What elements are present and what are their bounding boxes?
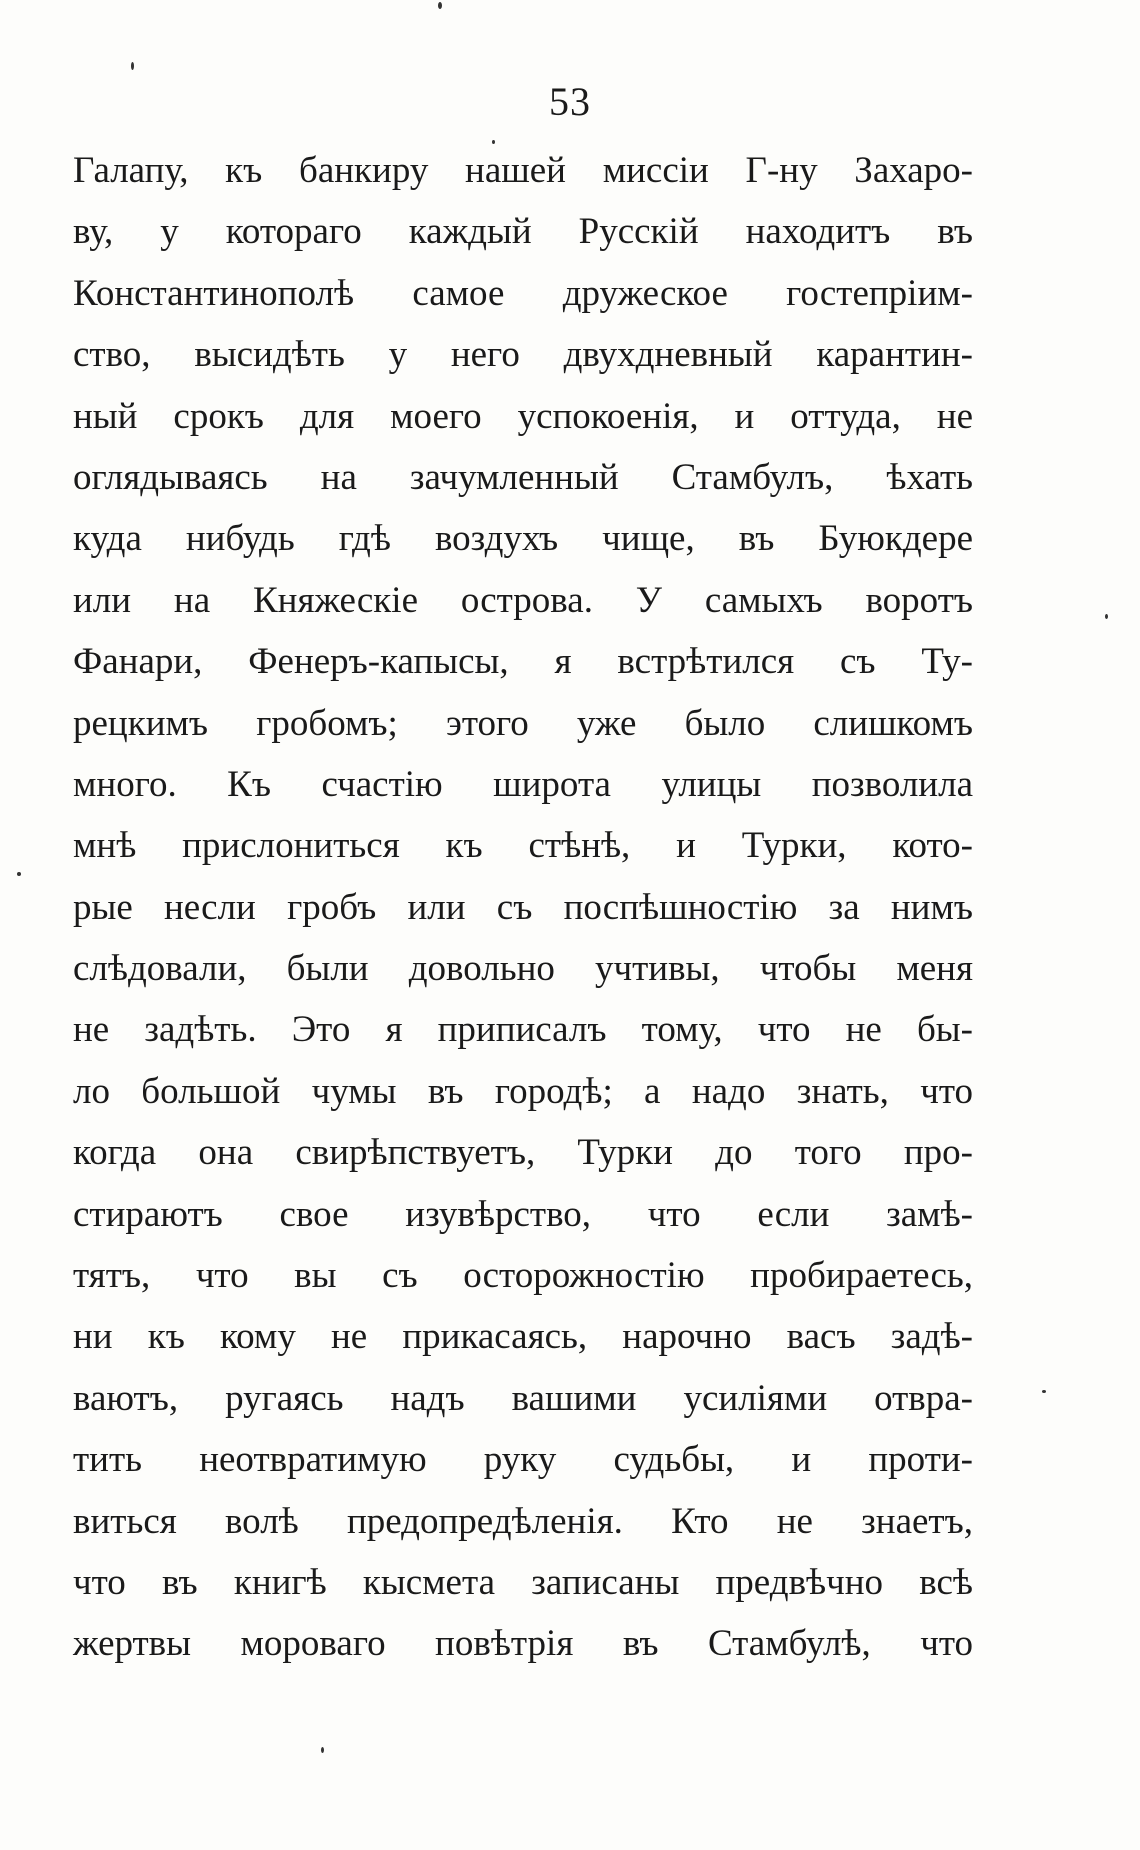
text-line: или на Княжескіе острова. У самыхъ воротъ	[73, 579, 973, 621]
scan-speck	[492, 140, 495, 144]
body-text	[73, 140, 973, 1675]
scan-speck	[321, 1747, 324, 1753]
text-line: оглядываясь на зачумленный Стамбулъ, ѣхать	[73, 456, 973, 498]
text-line: Галапу, къ банкиру нашей миссіи Г-ну Захаро-	[73, 150, 973, 191]
text-line: Фанари, Фенеръ-капысы, я встрѣтился съ Ту-	[73, 641, 973, 683]
scan-speck	[1105, 614, 1108, 619]
text-line: не задѣть. Это я приписалъ тому, что не бы-	[73, 1009, 973, 1051]
text-line: рые несли гробъ или съ поспѣшностію за нимъ	[73, 886, 973, 928]
text-line: тятъ, что вы съ осторожностію пробираетесь,	[73, 1255, 973, 1297]
text-line: мнѣ прислониться къ стѣнѣ, и Турки, кото-	[73, 825, 973, 867]
text-line: что въ книгѣ кысмета записаны предвѣчно всѣ	[73, 1561, 973, 1603]
scan-speck	[17, 872, 21, 876]
text-line: Константинополѣ самое дружеское гостепріим-	[73, 272, 973, 314]
text-line: ву, у котораго каждый Русскій находитъ въ	[73, 211, 973, 253]
text-line: когда она свирѣпствуетъ, Турки до того про-	[73, 1132, 973, 1174]
text-line: слѣдовали, были довольно учтивы, чтобы меня	[73, 948, 973, 990]
text-line: куда нибудь гдѣ воздухъ чище, въ Буюкдере	[73, 518, 973, 560]
text-line: ваютъ, ругаясь надъ вашими усиліями отвра-	[73, 1377, 973, 1419]
text-line: рецкимъ гробомъ; этого уже было слишкомъ	[73, 702, 973, 744]
scan-speck	[131, 62, 134, 70]
text-line: много. Къ счастію широта улицы позволила	[73, 763, 973, 805]
scan-speck	[438, 2, 442, 9]
text-line: тить неотвратимую руку судьбы, и проти-	[73, 1439, 973, 1481]
scan-speck	[1042, 1390, 1046, 1393]
text-line: ло большой чумы въ городѣ; а надо знать, что	[73, 1070, 973, 1112]
page-number: 53	[549, 79, 591, 124]
text-line: стираютъ свое изувѣрство, что если замѣ-	[73, 1193, 973, 1235]
text-line: виться волѣ предопредѣленія. Кто не знаетъ,	[73, 1500, 973, 1542]
text-line: ство, высидѣть у него двухдневный карантин-	[73, 334, 973, 376]
text-line: ный срокъ для моего успокоенія, и оттуда, не	[73, 395, 973, 437]
text-line: жертвы мороваго повѣтрія въ Стамбулѣ, что	[73, 1623, 973, 1665]
text-line: ни къ кому не прикасаясь, нарочно васъ задѣ-	[73, 1316, 973, 1358]
